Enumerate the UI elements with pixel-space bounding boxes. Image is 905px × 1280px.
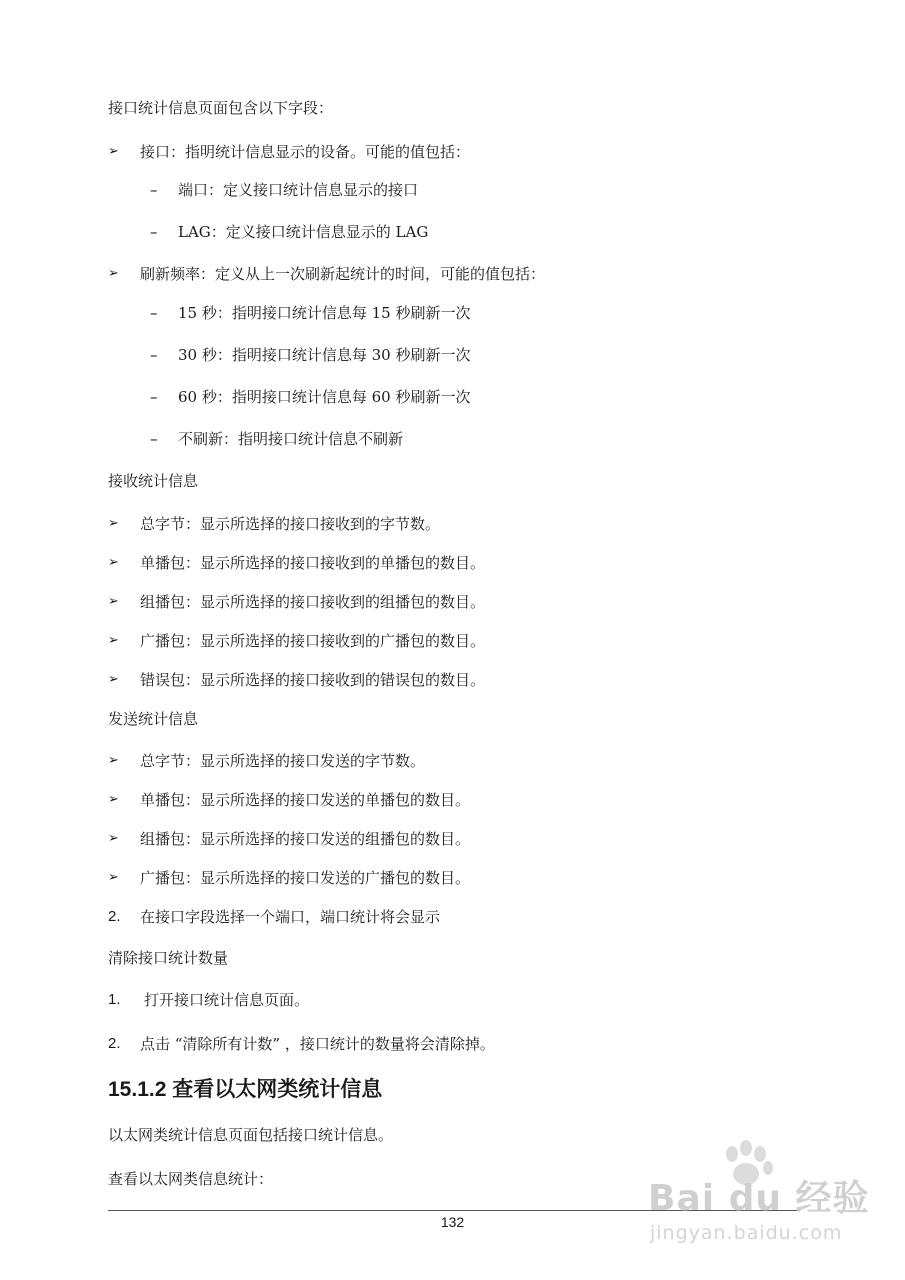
refresh-option: 30 秒：指明接口统计信息每 30 秒刷新一次: [178, 346, 471, 364]
field-interface-text: 接口：指明统计信息显示的设备。可能的值包括：: [140, 143, 471, 161]
arrow-bullet-icon: ➢: [108, 672, 119, 687]
arrow-bullet-icon: ➢: [108, 266, 119, 281]
arrow-bullet-icon: ➢: [108, 144, 119, 159]
step-number: 1.: [108, 991, 121, 1008]
dash-bullet-icon: –: [150, 304, 158, 322]
send-item: 单播包：显示所选择的接口发送的单播包的数目。: [140, 791, 471, 809]
dash-bullet-icon: –: [150, 430, 158, 448]
send-heading: 发送统计信息: [108, 710, 199, 728]
step-text: 点击 “清除所有计数” ，接口统计的数量将会清除掉。: [140, 1035, 495, 1053]
section-paragraph: 以太网类统计信息页面包括接口统计信息。: [108, 1126, 394, 1144]
arrow-bullet-icon: ➢: [108, 870, 119, 885]
interface-option: 端口：定义接口统计信息显示的接口: [178, 181, 419, 199]
arrow-bullet-icon: ➢: [108, 516, 119, 531]
section-paragraph: 查看以太网类信息统计：: [108, 1170, 274, 1188]
refresh-option: 60 秒：指明接口统计信息每 60 秒刷新一次: [178, 388, 471, 406]
dash-bullet-icon: –: [150, 223, 158, 241]
watermark-brand: Bai du 经验: [648, 1178, 870, 1219]
intro-text: 接口统计信息页面包含以下字段：: [108, 99, 334, 117]
step-text: 打开接口统计信息页面。: [144, 991, 310, 1009]
receive-heading: 接收统计信息: [108, 472, 199, 490]
watermark-url: jingyan.baidu.com: [650, 1222, 843, 1244]
dash-bullet-icon: –: [150, 388, 158, 406]
section-heading: 15.1.2 查看以太网类统计信息: [108, 1078, 383, 1101]
send-item: 总字节：显示所选择的接口发送的字节数。: [140, 752, 426, 770]
refresh-option: 15 秒：指明接口统计信息每 15 秒刷新一次: [178, 304, 471, 322]
receive-item: 错误包：显示所选择的接口接收到的错误包的数目。: [140, 671, 486, 689]
baidu-watermark: [640, 1140, 870, 1270]
receive-item: 总字节：显示所选择的接口接收到的字节数。: [140, 515, 441, 533]
dash-bullet-icon: –: [150, 346, 158, 364]
arrow-bullet-icon: ➢: [108, 792, 119, 807]
step-number: 2.: [108, 1035, 121, 1052]
arrow-bullet-icon: ➢: [108, 753, 119, 768]
interface-option: LAG：定义接口统计信息显示的 LAG: [178, 223, 429, 241]
dash-bullet-icon: –: [150, 181, 158, 199]
arrow-bullet-icon: ➢: [108, 594, 119, 609]
refresh-option: 不刷新：指明接口统计信息不刷新: [178, 430, 404, 448]
step-text: 在接口字段选择一个端口，端口统计将会显示: [140, 908, 441, 926]
page-number: 132: [440, 1214, 465, 1230]
receive-item: 单播包：显示所选择的接口接收到的单播包的数目。: [140, 554, 486, 572]
receive-item: 组播包：显示所选择的接口接收到的组播包的数目。: [140, 593, 486, 611]
send-item: 广播包：显示所选择的接口发送的广播包的数目。: [140, 869, 471, 887]
send-item: 组播包：显示所选择的接口发送的组播包的数目。: [140, 830, 471, 848]
clear-heading: 清除接口统计数量: [108, 949, 229, 967]
arrow-bullet-icon: ➢: [108, 555, 119, 570]
field-refresh-text: 刷新频率：定义从上一次刷新起统计的时间，可能的值包括：: [140, 265, 546, 283]
arrow-bullet-icon: ➢: [108, 831, 119, 846]
receive-item: 广播包：显示所选择的接口接收到的广播包的数目。: [140, 632, 486, 650]
arrow-bullet-icon: ➢: [108, 633, 119, 648]
step-number: 2.: [108, 908, 121, 925]
